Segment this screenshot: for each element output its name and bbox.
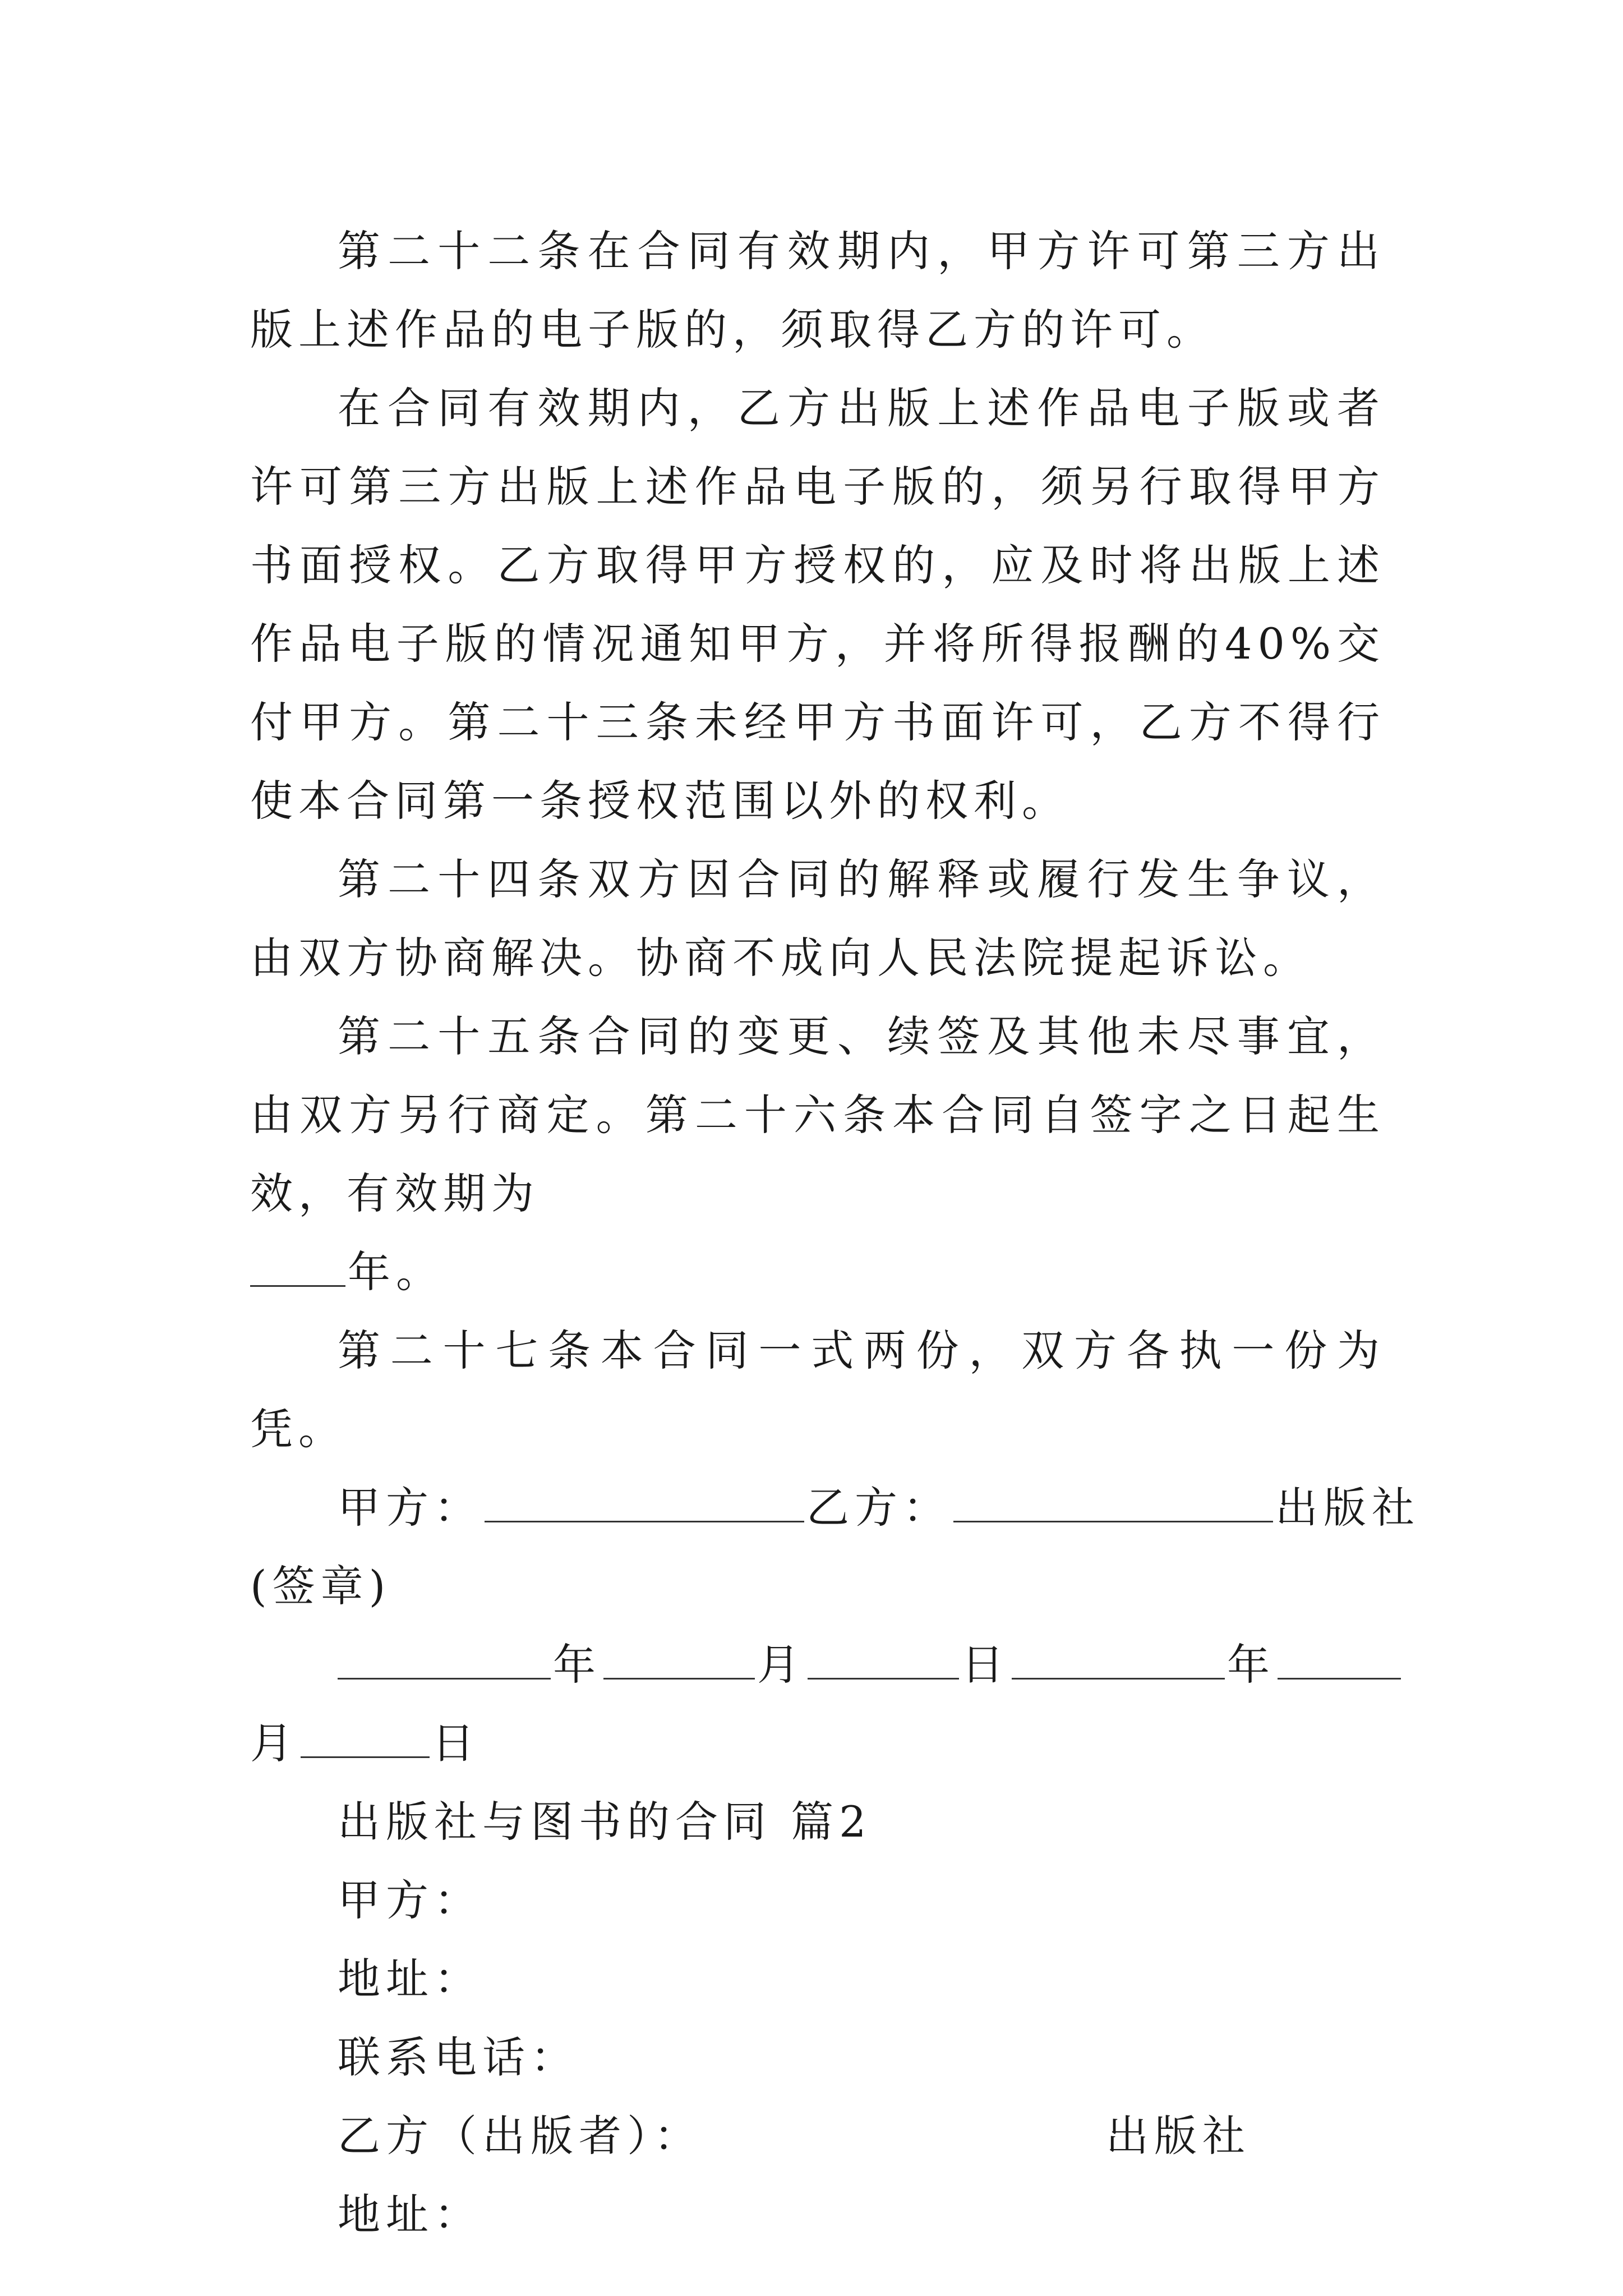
paragraph-27: 第二十七条本合同一式两份，双方各执一份为凭。 bbox=[250, 1326, 1385, 1454]
date-a-month: 月 bbox=[757, 1640, 805, 1690]
phone-label: 联系电话： bbox=[338, 2032, 579, 2082]
paragraph-25-26 bbox=[250, 997, 1385, 1312]
term-suffix: 年。 bbox=[348, 1247, 444, 1297]
party-a-sign-label: 甲方： bbox=[338, 1483, 482, 1533]
date-a-year-blank bbox=[338, 1639, 551, 1680]
publisher-sign-label: 出版社 bbox=[1275, 1483, 1420, 1533]
party-a-sign-blank bbox=[485, 1481, 804, 1522]
date-b-year: 年 bbox=[1227, 1640, 1275, 1690]
paragraph-25-26-text: 第二十五条合同的变更、续签及其他未尽事宜，由双方另行商定。第二十六条本合同自签字之日起生效，有效期为 bbox=[250, 1011, 1385, 1218]
section-2-title: 出版社与图书的合同 篇2 bbox=[338, 1797, 872, 1847]
paragraph-24: 第二十四条双方因合同的解释或履行发生争议，由双方协商解决。协商不成向人民法院提起诉讼。 bbox=[250, 854, 1385, 983]
party-b-sign-blank bbox=[953, 1481, 1273, 1522]
date-a-day-blank bbox=[808, 1639, 959, 1680]
date-b-day-blank bbox=[301, 1717, 430, 1758]
signature-line bbox=[250, 1469, 1420, 1547]
seal-label: (签章) bbox=[250, 1561, 391, 1611]
paragraph-22: 第二十二条在合同有效期内，甲方许可第三方出版上述作品的电子版的，须取得乙方的许可。 bbox=[250, 226, 1385, 355]
term-blank bbox=[250, 1246, 345, 1287]
party-b-publisher: 出版社 bbox=[1106, 2111, 1251, 2161]
party-b-label: 乙方（出版者）： bbox=[338, 2111, 702, 2161]
party-a-label: 甲方： bbox=[338, 1875, 482, 1925]
paragraph-22-b-23: 在合同有效期内，乙方出版上述作品电子版或者许可第三方出版上述作品电子版的，须另行取得甲方书面授权。乙方取得甲方授权的，应及时将出版上述作品电子版的情况通知甲方，并将所得报酬的40%交付甲方。第二十三条未经甲方书面许可，乙方不得行使本合同第一条授权范围以外的权利。 bbox=[250, 383, 1385, 826]
party-b-sign-label: 乙方： bbox=[806, 1483, 951, 1533]
party-b-line bbox=[250, 2097, 1385, 2175]
date-b-day: 日 bbox=[432, 1718, 480, 1768]
date-a-day: 日 bbox=[961, 1640, 1009, 1690]
date-line-cont bbox=[250, 1704, 1385, 1783]
document-page bbox=[250, 212, 1420, 2254]
date-b-month: 月 bbox=[250, 1718, 298, 1768]
date-a-month-blank bbox=[603, 1639, 755, 1680]
date-b-month-blank-part bbox=[1278, 1639, 1401, 1680]
address-label-2: 地址： bbox=[338, 2189, 482, 2239]
address-label: 地址： bbox=[338, 1954, 482, 2004]
date-a-year: 年 bbox=[553, 1640, 601, 1690]
date-line bbox=[250, 1626, 1385, 1704]
date-b-year-blank bbox=[1012, 1639, 1225, 1680]
